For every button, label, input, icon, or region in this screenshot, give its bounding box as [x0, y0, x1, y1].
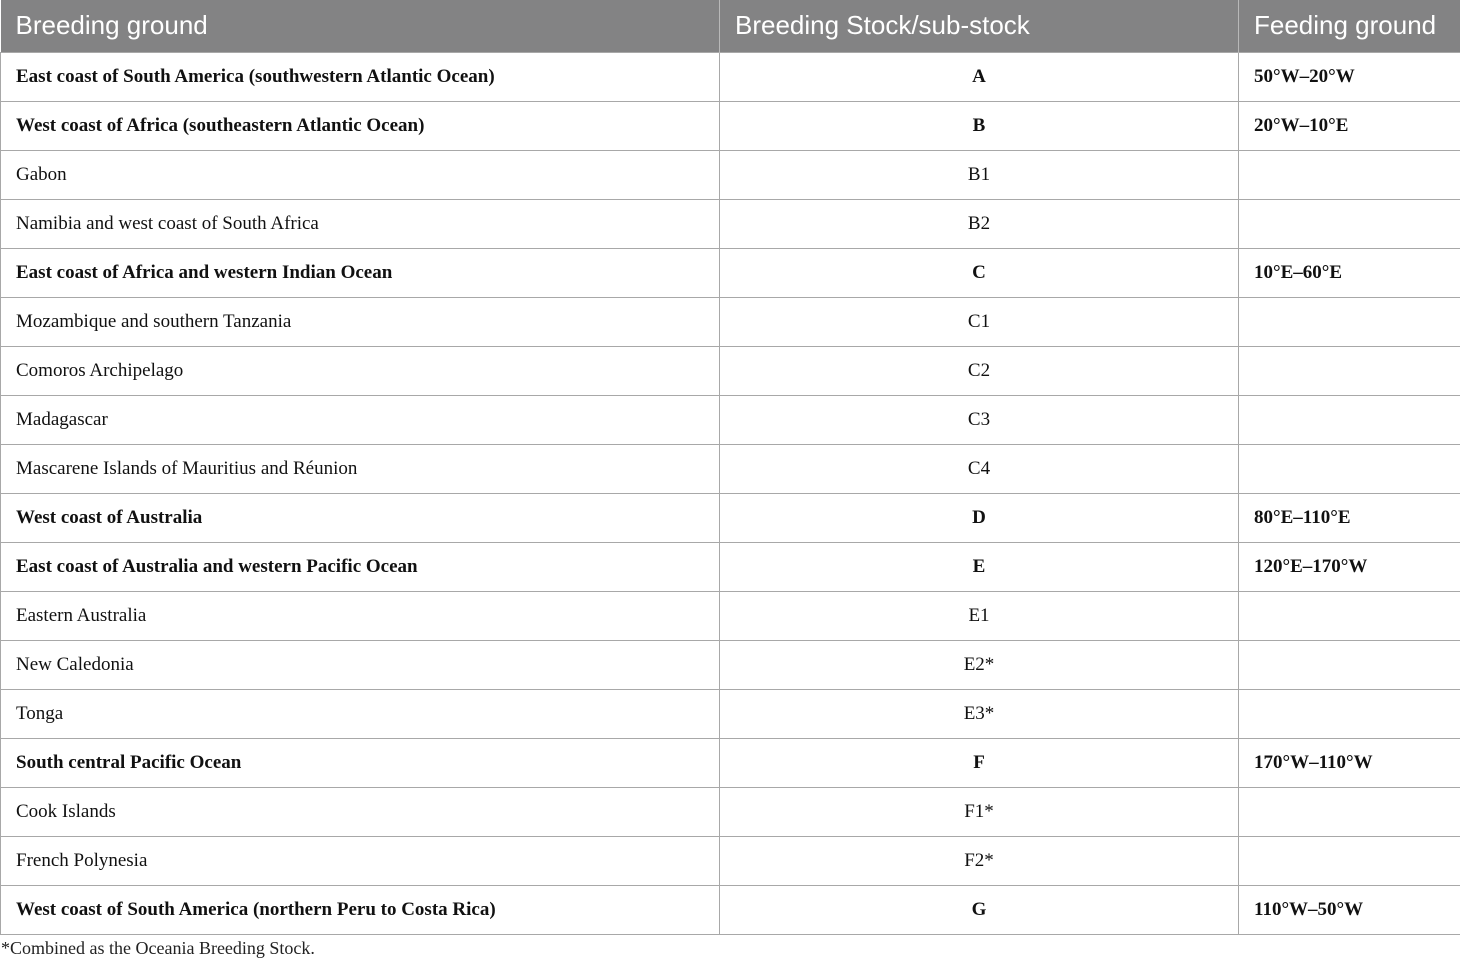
breeding-ground-cell: French Polynesia — [1, 836, 720, 885]
breeding-ground-cell: Eastern Australia — [1, 591, 720, 640]
table-row — [1, 787, 1460, 836]
feeding-ground-cell — [1239, 836, 1460, 885]
table-row — [1, 836, 1460, 885]
breeding-stock-cell: C4 — [720, 444, 1239, 493]
breeding-stock-cell: C3 — [720, 395, 1239, 444]
table-row — [1, 297, 1460, 346]
table-row — [1, 101, 1460, 150]
breeding-stock-cell: E2* — [720, 640, 1239, 689]
table-row — [1, 248, 1460, 297]
feeding-ground-cell: 50°W–20°W — [1239, 52, 1460, 101]
feeding-ground-cell — [1239, 346, 1460, 395]
table-body — [1, 52, 1460, 934]
table-row — [1, 52, 1460, 101]
breeding-stock-cell: C — [720, 248, 1239, 297]
feeding-ground-cell: 20°W–10°E — [1239, 101, 1460, 150]
breeding-stock-cell: B2 — [720, 199, 1239, 248]
table-header-row — [1, 0, 1460, 52]
table-row — [1, 346, 1460, 395]
feeding-ground-cell: 120°E–170°W — [1239, 542, 1460, 591]
table-row — [1, 493, 1460, 542]
breeding-ground-cell: Comoros Archipelago — [1, 346, 720, 395]
breeding-stock-cell: E3* — [720, 689, 1239, 738]
breeding-ground-cell: Mascarene Islands of Mauritius and Réunion — [1, 444, 720, 493]
feeding-ground-cell — [1239, 150, 1460, 199]
breeding-ground-cell: Cook Islands — [1, 787, 720, 836]
breeding-stock-cell: D — [720, 493, 1239, 542]
table-row — [1, 885, 1460, 934]
feeding-ground-cell: 170°W–110°W — [1239, 738, 1460, 787]
breeding-ground-cell: East coast of Australia and western Pacific Ocean — [1, 542, 720, 591]
breeding-stock-cell: F2* — [720, 836, 1239, 885]
feeding-ground-cell — [1239, 591, 1460, 640]
table-row — [1, 395, 1460, 444]
breeding-ground-cell: West coast of Africa (southeastern Atlantic Ocean) — [1, 101, 720, 150]
breeding-stock-cell: G — [720, 885, 1239, 934]
breeding-ground-cell: West coast of South America (northern Peru to Costa Rica) — [1, 885, 720, 934]
breeding-ground-cell: Tonga — [1, 689, 720, 738]
table-row — [1, 150, 1460, 199]
table-row — [1, 689, 1460, 738]
header-feeding-ground: Feeding ground — [1239, 0, 1460, 52]
feeding-ground-cell: 80°E–110°E — [1239, 493, 1460, 542]
breeding-stock-cell: C2 — [720, 346, 1239, 395]
breeding-stock-cell: F1* — [720, 787, 1239, 836]
feeding-ground-cell — [1239, 689, 1460, 738]
breeding-stock-cell: C1 — [720, 297, 1239, 346]
feeding-ground-cell — [1239, 787, 1460, 836]
breeding-ground-cell: West coast of Australia — [1, 493, 720, 542]
breeding-ground-cell: East coast of South America (southwestern Atlantic Ocean) — [1, 52, 720, 101]
feeding-ground-cell — [1239, 395, 1460, 444]
feeding-ground-cell — [1239, 444, 1460, 493]
feeding-ground-cell — [1239, 297, 1460, 346]
breeding-stock-cell: B1 — [720, 150, 1239, 199]
table-row — [1, 542, 1460, 591]
table-footnote: *Combined as the Oceania Breeding Stock. — [1, 938, 315, 958]
breeding-ground-cell: South central Pacific Ocean — [1, 738, 720, 787]
feeding-ground-cell: 10°E–60°E — [1239, 248, 1460, 297]
table-row — [1, 738, 1460, 787]
feeding-ground-cell — [1239, 199, 1460, 248]
breeding-ground-cell: Gabon — [1, 150, 720, 199]
breeding-ground-cell: Madagascar — [1, 395, 720, 444]
breeding-stock-cell: E — [720, 542, 1239, 591]
breeding-stock-cell: F — [720, 738, 1239, 787]
table-row — [1, 640, 1460, 689]
table-row — [1, 591, 1460, 640]
table-row — [1, 444, 1460, 493]
feeding-ground-cell — [1239, 640, 1460, 689]
breeding-stock-cell: A — [720, 52, 1239, 101]
breeding-ground-cell: New Caledonia — [1, 640, 720, 689]
header-breeding-stock: Breeding Stock/sub-stock — [720, 0, 1239, 52]
header-breeding-ground: Breeding ground — [1, 0, 720, 52]
breeding-ground-cell: Mozambique and southern Tanzania — [1, 297, 720, 346]
table-row — [1, 199, 1460, 248]
breeding-ground-cell: Namibia and west coast of South Africa — [1, 199, 720, 248]
breeding-ground-cell: East coast of Africa and western Indian Ocean — [1, 248, 720, 297]
breeding-stock-cell: E1 — [720, 591, 1239, 640]
breeding-stock-cell: B — [720, 101, 1239, 150]
feeding-ground-cell: 110°W–50°W — [1239, 885, 1460, 934]
